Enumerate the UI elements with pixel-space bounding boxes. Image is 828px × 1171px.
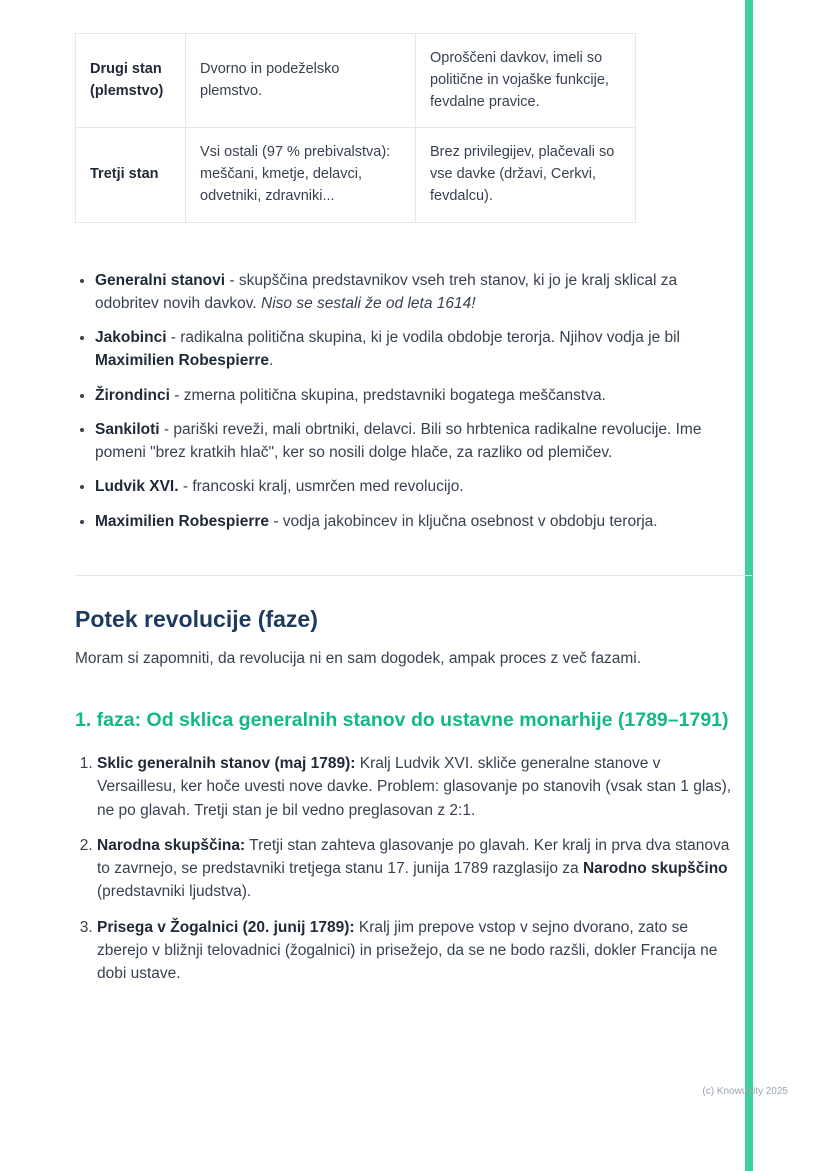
phase-1-steps-list (75, 752, 737, 985)
phase-1-heading: 1. faza: Od sklica generalnih stanov do ustavne monarhije (1789–1791) (75, 708, 729, 731)
list-item: 3. Prisega v Žogalnici (20. junij 1789): Kralj jim prepove vstop v sejno dvorano, zato se zberejo v bližnji telovadnici (žogalnici) in prisežejo, da se ne bodo razšli, dokler Francija ne dobi ustave. (97, 916, 737, 986)
table-cell-description: Dvorno in podeželsko plemstvo. (186, 34, 416, 128)
list-item: • Ludvik XVI. - francoski kralj, usmrčen med revolucijo. (95, 475, 737, 498)
list-item: • Maximilien Robespierre - vodja jakobincev in ključna osebnost v obdobju terorja. (95, 510, 737, 533)
list-item: • Jakobinci - radikalna politična skupina, ki je vodila obdobje terorja. Njihov vodja je bil Maximilien Robespierre. (95, 326, 737, 373)
list-item: 2. Narodna skupščina: Tretji stan zahteva glasovanje po glavah. Ker kralj in prva dva stanova to zavrnejo, se predstavniki tretjega stanu 17. junija 1789 razglasijo za Narodno skupščino (predstavniki ljudstva). (97, 834, 737, 904)
table-cell-privileges: Brez privilegijev, plačevali so vse davke (državi, Cerkvi, fevdalcu). (416, 128, 636, 222)
list-item: • Generalni stanovi - skupščina predstavnikov vseh treh stanov, ki jo je kralj sklical za odobritev novih davkov. Niso se sestali že od leta 1614! (95, 269, 737, 316)
table-row (76, 128, 636, 222)
list-item: 1. Sklic generalnih stanov (maj 1789): Kralj Ludvik XVI. skliče generalne stanove v Versaillesu, ker hoče uvesti nove davke. Problem: glasovanje po stanovih (vsak stan 1 glas), ne po glavah. Tretji stan je bil vedno preglasovan z 2:1. (97, 752, 737, 822)
copyright-notice: (c) Knowunity 2025 (702, 1086, 788, 1097)
list-item: • Sankiloti - pariški reveži, mali obrtniki, delavci. Bili so hrbtenica radikalne revolucije. Ime pomeni "brez kratkih hlač", ker so nosili dolge hlače, za razliko od plemičev. (95, 418, 737, 465)
intro-paragraph: Moram si zapomniti, da revolucija ni en sam dogodek, ampak proces z več fazami. (75, 649, 641, 667)
table-row (76, 34, 636, 128)
table-cell-term: Drugi stan (plemstvo) (76, 34, 186, 128)
table-cell-description: Vsi ostali (97 % prebivalstva): meščani, kmetje, delavci, odvetniki, zdravniki... (186, 128, 416, 222)
table-cell-privileges: Oproščeni davkov, imeli so politične in vojaške funkcije, fevdalne pravice. (416, 34, 636, 128)
glossary-list (75, 269, 737, 533)
section-divider (75, 575, 752, 576)
list-item: • Žirondinci - zmerna politična skupina, predstavniki bogatega meščanstva. (95, 384, 737, 407)
document-content (75, 33, 752, 997)
table-cell-term: Tretji stan (76, 128, 186, 222)
section-title: Potek revolucije (faze) (75, 605, 318, 632)
estates-table (75, 33, 636, 223)
